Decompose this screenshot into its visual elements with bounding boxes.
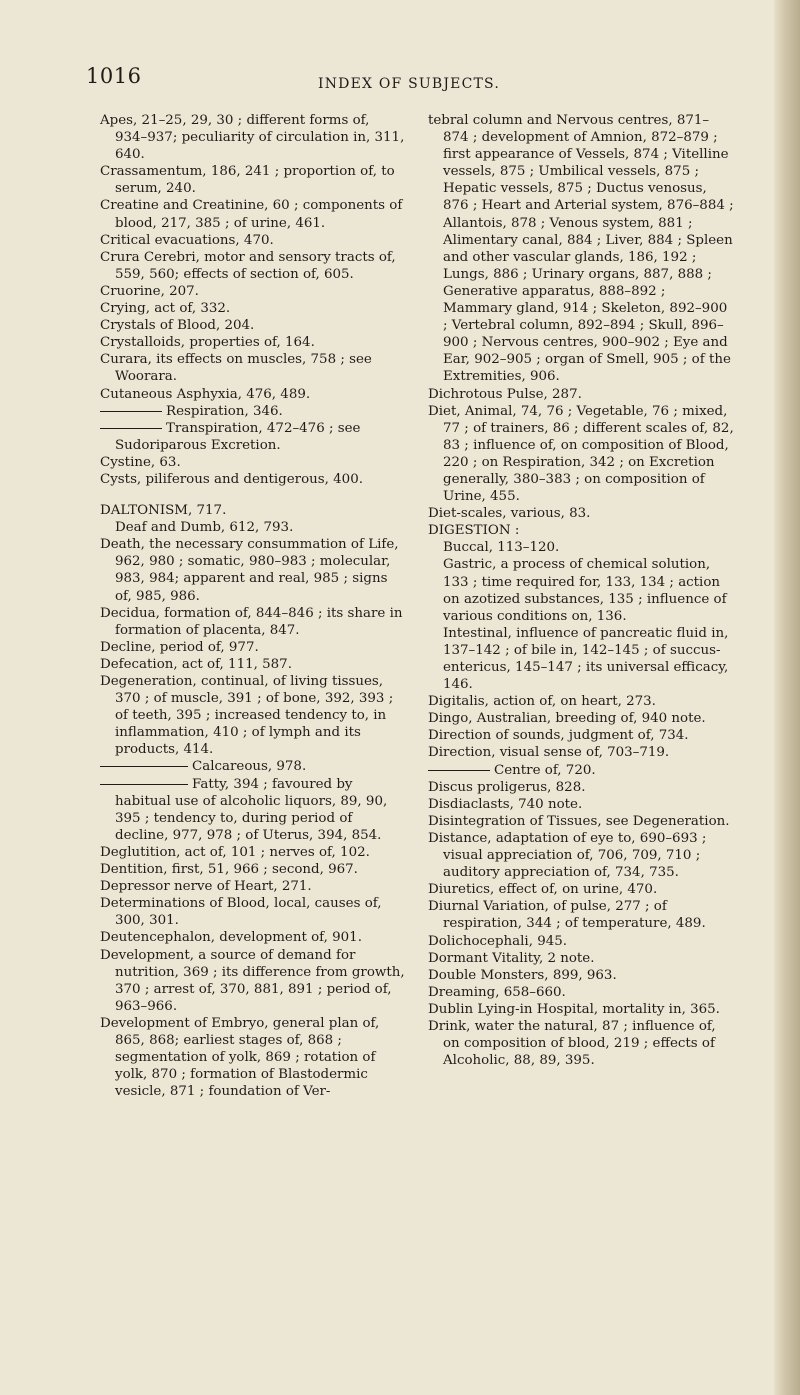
index-entry <box>428 830 734 881</box>
index-entry <box>100 605 405 639</box>
index-entry-text: Double Monsters, 899, 963. <box>428 967 617 983</box>
index-entry <box>428 967 734 984</box>
index-entry-text: Fatty, 394 ; favoured by habitual use of alcoholic liquors, 89, 90, 395 ; tendency to, during period of decline, 977, 978 ; of Uterus, 394, 854. <box>115 776 388 843</box>
index-entry <box>428 522 734 539</box>
index-entry-text: Diet, Animal, 74, 76 ; Vegetable, 76 ; mixed, 77 ; of trainers, 86 ; different scales of, 82, 83 ; influence of, on composition of Blood, 220 ; on Respiration, 342 ; on Excretion generally, 380–383 ; on composition of Urine, 455. <box>428 403 734 505</box>
index-entry <box>100 232 405 249</box>
ditto-dash <box>428 770 490 771</box>
index-entry-text: Intestinal, influence of pancreatic fluid in, 137–142 ; of bile in, 142–145 ; of succus-entericus, 145–147 ; its universal efficacy, 146. <box>443 625 729 693</box>
index-entry <box>100 502 405 519</box>
index-entry <box>428 556 734 624</box>
index-entry <box>100 929 405 946</box>
index-entry-text: Dentition, first, 51, 966 ; second, 967. <box>100 862 358 878</box>
index-entry <box>100 471 405 488</box>
ditto-dash <box>100 411 162 412</box>
ditto-dash <box>100 784 188 785</box>
index-entry-text: Direction, visual sense of, 703–719. <box>428 745 670 761</box>
index-entry <box>100 386 405 403</box>
index-entry <box>100 673 405 758</box>
index-entry-text: Deutencephalon, development of, 901. <box>100 930 362 946</box>
index-entry <box>100 861 405 878</box>
index-entry-text: Dormant Vitality, 2 note. <box>428 950 595 966</box>
index-entry <box>428 881 734 898</box>
index-entry-text: Deaf and Dumb, 612, 793. <box>115 520 294 536</box>
index-entry-text: Gastric, a process of chemical solution, 133 ; time required for, 133, 134 ; action on azotized substances, 135 ; influence of various conditions on, 136. <box>443 557 727 624</box>
index-entry <box>428 386 734 403</box>
index-entry <box>100 351 405 385</box>
index-entry-text: Cruorine, 207. <box>100 283 199 299</box>
index-entry-text: Depressor nerve of Heart, 271. <box>100 879 312 895</box>
index-entry <box>428 1001 734 1018</box>
section-gap <box>100 488 405 502</box>
index-entry <box>100 639 405 656</box>
index-entry-text: Crying, act of, 332. <box>100 301 231 317</box>
index-entry-text: Calcareous, 978. <box>192 759 307 775</box>
index-entry <box>428 1018 734 1069</box>
index-entry <box>428 796 734 813</box>
index-entry-text: DIGESTION : <box>428 523 520 539</box>
index-entry-text: Degeneration, continual, of living tissues, 370 ; of muscle, 391 ; of bone, 392, 393 ; of teeth, 395 ; increased tendency to, in inflammation, 410 ; of lymph and its products, 414. <box>100 674 394 758</box>
index-entry-text: Centre of, 720. <box>494 762 596 778</box>
index-entry <box>428 403 734 506</box>
index-entry-text: Creatine and Creatinine, 60 ; components of blood, 217, 385 ; of urine, 461. <box>100 198 403 231</box>
index-entry-text: Cystine, 63. <box>100 454 181 470</box>
index-entry-text: Defecation, act of, 111, 587. <box>100 656 292 672</box>
index-entry-text: Curara, its effects on muscles, 758 ; see Woorara. <box>100 352 372 385</box>
index-entry <box>100 844 405 861</box>
page-number: 1016 <box>86 64 142 88</box>
index-entry-text: Determinations of Blood, local, causes of, 300, 301. <box>100 896 382 929</box>
index-entry <box>100 519 405 536</box>
index-entry-text: Cysts, piliferous and dentigerous, 400. <box>100 471 363 487</box>
index-entry-text: Direction of sounds, judgment of, 734. <box>428 728 689 744</box>
index-entry <box>100 317 405 334</box>
index-entry <box>100 249 405 283</box>
index-entry <box>428 539 734 556</box>
running-head: INDEX OF SUBJECTS. <box>318 76 500 92</box>
index-entry <box>100 454 405 471</box>
index-entry-text: Discus proligerus, 828. <box>428 779 586 795</box>
index-entry <box>100 758 405 775</box>
index-entry <box>428 898 734 932</box>
index-entry <box>100 536 405 604</box>
index-entry-text: Critical evacuations, 470. <box>100 232 274 248</box>
index-entry-text: Disintegration of Tissues, see Degeneration. <box>428 813 730 829</box>
index-entry <box>428 505 734 522</box>
index-entry-text: Decidua, formation of, 844–846 ; its share in formation of placenta, 847. <box>100 605 403 638</box>
index-entry-text: Digitalis, action of, on heart, 273. <box>428 694 656 710</box>
index-entry <box>428 693 734 710</box>
index-entry <box>100 334 405 351</box>
index-entry <box>100 878 405 895</box>
index-entry-text: Dingo, Australian, breeding of, 940 note. <box>428 711 706 727</box>
index-entry-text: Disdiaclasts, 740 note. <box>428 796 583 812</box>
index-entry-text: Diurnal Variation, of pulse, 277 ; of respiration, 344 ; of temperature, 489. <box>428 899 706 932</box>
index-entry-text: Crystals of Blood, 204. <box>100 318 255 334</box>
index-entry-text: Dolichocephali, 945. <box>428 933 568 949</box>
index-entry <box>428 710 734 727</box>
index-entry-text: Diet-scales, various, 83. <box>428 506 591 522</box>
index-entry-text: Diuretics, effect of, on urine, 470. <box>428 882 658 898</box>
index-entry <box>100 947 405 1015</box>
index-entry-text: Crassamentum, 186, 241 ; proportion of, to serum, 240. <box>100 164 395 197</box>
index-entry-text: tebral column and Nervous centres, 871–874 ; development of Amnion, 872–879 ; first appearance of Vessels, 874 ; Vitelline vessels, 875 ; Umbilical vessels, 875 ; Hepatic vessels, 875 ; Ductus venosus, 876 ; Heart and Arterial system, 876–884 ; Allantois, 878 ; Venous system, 881 ; Alimentary canal, 884 ; Liver, 884 ; Spleen and other vascular glands, 186, 192 ; Lungs, 886 ; Urinary organs, 887, 888 ; Generative apparatus, 888–892 ; Mammary gland, 914 ; Skeleton, 892–900 ; Vertebral column, 892–894 ; Skull, 896–900 ; Nervous centres, 900–902 ; Eye and Ear, 902–905 ; organ of Smell, 905 ; of the Extremities, 906. <box>428 113 734 385</box>
index-entry <box>100 112 405 163</box>
index-entry-text: Deglutition, act of, 101 ; nerves of, 102. <box>100 844 370 860</box>
index-entry-text: Decline, period of, 977. <box>100 639 259 655</box>
index-entry <box>428 984 734 1001</box>
index-entry-text: Dublin Lying-in Hospital, mortality in, 365. <box>428 1001 720 1017</box>
ditto-dash <box>100 766 188 767</box>
index-entry <box>428 950 734 967</box>
index-entry-text: Drink, water the natural, 87 ; influence of, on composition of blood, 219 ; effects of Alcoholic, 88, 89, 395. <box>428 1018 716 1069</box>
index-entry <box>100 776 405 844</box>
index-entry <box>100 283 405 300</box>
index-entry-text: DALTONISM, 717. <box>100 503 227 519</box>
index-entry <box>428 625 734 693</box>
index-entry <box>100 163 405 197</box>
index-entry-text: Transpiration, 472–476 ; see Sudoriparous Excretion. <box>115 420 361 453</box>
index-entry-text: Dreaming, 658–660. <box>428 984 566 1000</box>
index-entry <box>428 933 734 950</box>
index-entry-text: Apes, 21–25, 29, 30 ; different forms of, 934–937; peculiarity of circulation in, 311, 640. <box>100 113 405 163</box>
index-entry-text: Buccal, 113–120. <box>443 540 560 556</box>
index-entry <box>100 1015 405 1100</box>
index-entry <box>100 895 405 929</box>
page-edge-shadow <box>774 0 800 1395</box>
index-entry <box>428 813 734 830</box>
index-entry-text: Respiration, 346. <box>166 403 283 419</box>
ditto-dash <box>100 428 162 429</box>
index-column-left <box>100 112 405 1100</box>
index-entry-text: Death, the necessary consummation of Life, 962, 980 ; somatic, 980–983 ; molecular, 983, 984; apparent and real, 985 ; signs of, 985, 986. <box>100 537 399 604</box>
index-entry <box>100 403 405 420</box>
index-entry-text: Distance, adaptation of eye to, 690–693 ; visual appreciation of, 706, 709, 710 ; auditory appreciation of, 734, 735. <box>428 830 707 881</box>
index-entry-text: Cutaneous Asphyxia, 476, 489. <box>100 386 311 402</box>
index-column-right <box>428 112 734 1069</box>
index-entry <box>100 656 405 673</box>
index-entry-text: Crura Cerebri, motor and sensory tracts of, 559, 560; effects of section of, 605. <box>100 249 396 282</box>
index-entry <box>100 197 405 231</box>
index-entry <box>428 744 734 761</box>
index-entry <box>100 300 405 317</box>
index-entry-text: Development of Embryo, general plan of, 865, 868; earliest stages of, 868 ; segmentation of yolk, 869 ; rotation of yolk, 870 ; formation of Blastodermic vesicle, 871 ; foundation of Ver- <box>100 1015 380 1100</box>
index-entry <box>428 112 734 386</box>
index-entry <box>428 762 734 779</box>
index-entry <box>428 779 734 796</box>
index-entry-text: Crystalloids, properties of, 164. <box>100 335 315 351</box>
index-entry <box>100 420 405 454</box>
index-entry <box>428 727 734 744</box>
index-entry-text: Development, a source of demand for nutrition, 369 ; its difference from growth, 370 ; arrest of, 370, 881, 891 ; period of, 963–966. <box>100 947 405 1014</box>
index-entry-text: Dichrotous Pulse, 287. <box>428 386 582 402</box>
